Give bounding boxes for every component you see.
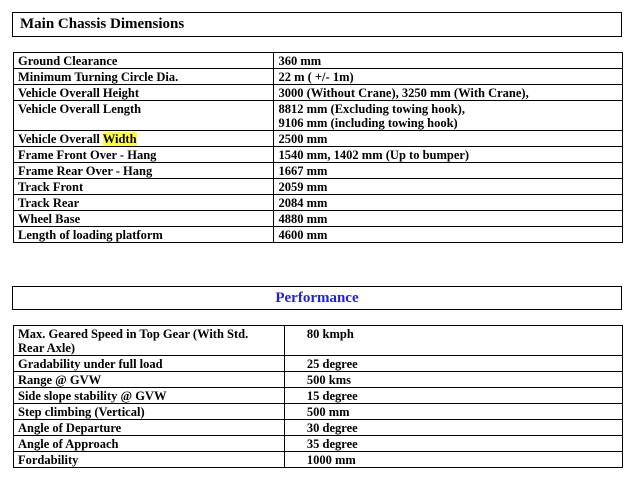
chassis-section-title: Main Chassis Dimensions bbox=[20, 16, 185, 32]
row-value-line: 1540 mm, 1402 mm (Up to bumper) bbox=[278, 148, 470, 162]
row-value bbox=[284, 388, 622, 404]
row-label bbox=[14, 436, 285, 452]
row-value-line: 2084 mm bbox=[278, 196, 328, 210]
row-label bbox=[14, 227, 274, 243]
table-row bbox=[14, 372, 623, 388]
row-value bbox=[284, 372, 622, 388]
table-row bbox=[14, 388, 623, 404]
row-label bbox=[14, 420, 285, 436]
row-label bbox=[14, 356, 285, 372]
row-value bbox=[284, 420, 622, 436]
row-value-text: 25 degree bbox=[306, 357, 358, 371]
row-value bbox=[274, 227, 623, 243]
row-label-text: Minimum Turning Circle Dia. bbox=[18, 70, 179, 84]
row-label bbox=[14, 131, 274, 147]
row-label bbox=[14, 388, 285, 404]
table-row bbox=[14, 356, 623, 372]
row-value-line: 2500 mm bbox=[278, 132, 328, 146]
row-value bbox=[284, 436, 622, 452]
row-label-line: Rear Axle) bbox=[18, 341, 76, 355]
row-value bbox=[274, 101, 623, 131]
performance-section-title: Performance bbox=[275, 289, 359, 306]
chassis-section-header bbox=[12, 12, 622, 37]
row-label-text: Track Front bbox=[18, 180, 84, 194]
row-value-text: 30 degree bbox=[306, 421, 358, 435]
row-value bbox=[284, 404, 622, 420]
row-label bbox=[14, 404, 285, 420]
table-row bbox=[14, 53, 623, 69]
table-row bbox=[14, 163, 623, 179]
row-value-text: 500 mm bbox=[306, 405, 350, 419]
table-row bbox=[14, 85, 623, 101]
table-row bbox=[14, 420, 623, 436]
table-row bbox=[14, 131, 623, 147]
row-value-text: 1000 mm bbox=[306, 453, 356, 467]
row-value bbox=[274, 69, 623, 85]
row-label-line: Angle of Departure bbox=[18, 421, 122, 435]
row-label-text: Ground Clearance bbox=[18, 54, 118, 68]
row-value bbox=[274, 53, 623, 69]
row-label-text: Track Rear bbox=[18, 196, 80, 210]
row-label bbox=[14, 101, 274, 131]
row-label-line: Gradability under full load bbox=[18, 357, 163, 371]
row-value-line: 2059 mm bbox=[278, 180, 328, 194]
row-label-text: Vehicle Overall Height bbox=[18, 86, 140, 100]
row-value bbox=[284, 356, 622, 372]
row-label-text: Wheel Base bbox=[18, 212, 81, 226]
row-value-text: 500 kms bbox=[306, 373, 351, 387]
row-label-line: Range @ GVW bbox=[18, 373, 102, 387]
row-label bbox=[14, 163, 274, 179]
row-label bbox=[14, 179, 274, 195]
table-row bbox=[14, 101, 623, 131]
table-row bbox=[14, 326, 623, 356]
row-label bbox=[14, 372, 285, 388]
row-value-line: 4600 mm bbox=[278, 228, 328, 242]
row-value bbox=[274, 195, 623, 211]
row-label bbox=[14, 211, 274, 227]
table-row bbox=[14, 179, 623, 195]
row-value-line: 22 m ( +/- 1m) bbox=[278, 70, 354, 84]
row-value-text: 80 kmph bbox=[306, 327, 354, 341]
performance-section-header bbox=[12, 286, 622, 310]
row-label-line: Max. Geared Speed in Top Gear (With Std. bbox=[18, 327, 249, 341]
row-value bbox=[284, 326, 622, 356]
row-value bbox=[274, 131, 623, 147]
row-value-line: 3000 (Without Crane), 3250 mm (With Crane), bbox=[278, 86, 529, 100]
row-label-line: Side slope stability @ GVW bbox=[18, 389, 167, 403]
row-value-line: 4880 mm bbox=[278, 212, 328, 226]
row-label bbox=[14, 53, 274, 69]
performance-table bbox=[13, 325, 623, 468]
table-row bbox=[14, 404, 623, 420]
row-label-text: Length of loading platform bbox=[18, 228, 163, 242]
row-value bbox=[274, 211, 623, 227]
row-value-line: 360 mm bbox=[278, 54, 322, 68]
table-row bbox=[14, 195, 623, 211]
row-value bbox=[274, 179, 623, 195]
row-value bbox=[274, 163, 623, 179]
row-label bbox=[14, 85, 274, 101]
table-row bbox=[14, 227, 623, 243]
row-label-line: Angle of Approach bbox=[18, 437, 119, 451]
row-value-line: 1667 mm bbox=[278, 164, 328, 178]
row-label bbox=[14, 326, 285, 356]
row-value bbox=[274, 147, 623, 163]
highlighted-text: Width bbox=[102, 132, 137, 146]
row-label bbox=[14, 69, 274, 85]
row-value-text: 35 degree bbox=[306, 437, 358, 451]
table-row bbox=[14, 436, 623, 452]
row-label bbox=[14, 452, 285, 468]
row-label-text: Vehicle Overall Length bbox=[18, 102, 142, 116]
row-value bbox=[274, 85, 623, 101]
table-row bbox=[14, 69, 623, 85]
row-value-text: 15 degree bbox=[306, 389, 358, 403]
table-row bbox=[14, 147, 623, 163]
row-label-line: Fordability bbox=[18, 453, 79, 467]
row-value-line: 8812 mm (Excluding towing hook), bbox=[278, 102, 465, 116]
chassis-dimensions-table bbox=[13, 52, 623, 243]
table-row bbox=[14, 452, 623, 468]
row-label-text: Vehicle Overall bbox=[18, 132, 103, 146]
row-value-line: 9106 mm (including towing hook) bbox=[278, 116, 458, 130]
row-label bbox=[14, 147, 274, 163]
row-label-text: Frame Rear Over - Hang bbox=[18, 164, 153, 178]
row-label-line: Step climbing (Vertical) bbox=[18, 405, 145, 419]
row-label bbox=[14, 195, 274, 211]
row-value bbox=[284, 452, 622, 468]
row-label-text: Frame Front Over - Hang bbox=[18, 148, 157, 162]
table-row bbox=[14, 211, 623, 227]
